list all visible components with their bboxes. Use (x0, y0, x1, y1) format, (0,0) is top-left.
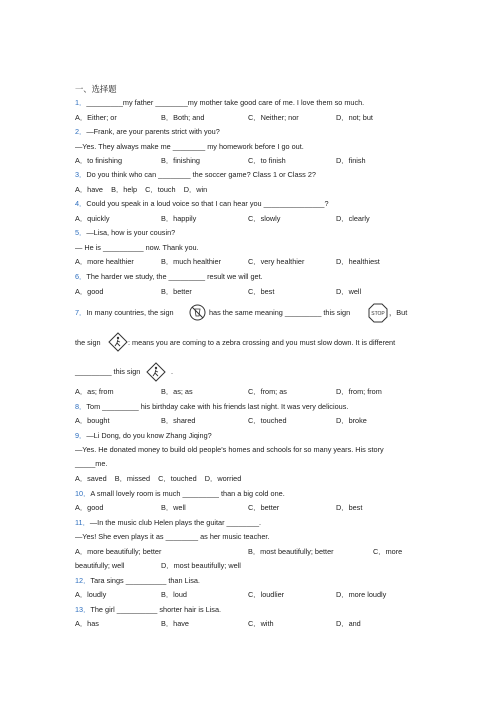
question-number: 5． (75, 228, 87, 237)
option-d: D．well (336, 287, 362, 296)
question-text: —Li Dong, do you know Zhang Jiqing? (86, 431, 212, 440)
question-10 (75, 489, 285, 499)
option-c: C．loudlier (248, 590, 285, 599)
question-text: The girl __________ shorter hair is Lisa. (90, 605, 222, 614)
question-number: 8． (75, 402, 87, 411)
question-number: 2． (75, 127, 87, 136)
option-d: D．and (336, 619, 361, 628)
option-c: C．more (373, 547, 403, 556)
option-b: B．as; as (161, 387, 193, 396)
option-d: D．broke (336, 416, 367, 425)
question-text: Do you think who can ________ the soccer game? Class 1 or Class 2? (86, 170, 316, 179)
option-c: C．better (248, 503, 280, 512)
question-text-part2: has the same meaning _________ this sign (209, 308, 351, 317)
question-13 (75, 605, 221, 615)
question-text-line2: —Yes! She even plays it as ________ as her music teacher. (75, 532, 270, 541)
question-text: _________my father ________my mother take good care of me. I love them so much. (86, 98, 365, 107)
question-text: —In the music club Helen plays the guitar ________. (89, 518, 262, 527)
question-text-line3: _____me. (75, 459, 108, 468)
question-text: In many countries, the sign (86, 308, 174, 317)
question-text: Tara sings __________ than Lisa. (90, 576, 200, 585)
question-text: The harder we study, the _________ result we will get. (86, 272, 263, 281)
option-d: D．more loudly (336, 590, 387, 599)
question-text: Tom _________ his birthday cake with his friends last night. It was very delicious. (86, 402, 349, 411)
option-c: C．slowly (248, 214, 281, 223)
question-number: 4． (75, 199, 87, 208)
question-number: 10． (75, 489, 91, 498)
question-number: 13． (75, 605, 91, 614)
question-text-line2: —Yes. He donated money to build old people’s homes and schools for so many years. His story (75, 445, 384, 454)
question-number: 9． (75, 431, 87, 440)
options-inline: A．have B．help C．touch D．win (75, 185, 208, 194)
option-b: B．finishing (161, 156, 200, 165)
stop-sign-text: STOP (371, 311, 385, 317)
section-heading: 一、选择题 (75, 84, 117, 94)
question-2 (75, 127, 220, 137)
question-7 (75, 308, 174, 318)
question-text: A small lovely room is much _________ than a big cold one. (90, 489, 285, 498)
question-number: 6． (75, 272, 87, 281)
question-3 (75, 170, 316, 180)
question-text-part3: ，But (389, 308, 408, 317)
option-c: C．best (248, 287, 275, 296)
option-a: A．more healthier (75, 257, 134, 266)
question-text-part6: _________ this sign (75, 367, 141, 376)
option-a: A．good (75, 287, 104, 296)
option-b: B．well (161, 503, 186, 512)
question-number: 1． (75, 98, 87, 107)
option-a: A．good (75, 503, 104, 512)
question-text-line2: —Yes. They always make me ________ my homework before I go out. (75, 142, 304, 151)
option-c: C．very healthier (248, 257, 305, 266)
question-text-line2: — He is __________ now. Thank you. (75, 243, 199, 252)
question-9 (75, 431, 212, 441)
option-a: A．more beautifully; better (75, 547, 162, 556)
option-d: D．best (336, 503, 363, 512)
option-c-continued: beautifully; well (75, 561, 125, 570)
option-a: A．has (75, 619, 99, 628)
option-b: B．much healthier (161, 257, 222, 266)
option-c: C．from; as (248, 387, 287, 396)
option-d: D．most beautifully; well (161, 561, 241, 570)
option-d: D．not; but (336, 113, 373, 122)
option-a: A．loudly (75, 590, 107, 599)
question-text-part7: . (171, 367, 174, 376)
option-b: B．better (161, 287, 192, 296)
question-text-part4: the sign (75, 338, 101, 347)
question-4 (75, 199, 329, 209)
question-8 (75, 402, 348, 412)
question-1 (75, 98, 364, 108)
option-b: B．most beautifully; better (248, 547, 334, 556)
no-honking-sign-icon (189, 304, 206, 321)
option-d: D．finish (336, 156, 366, 165)
stop-sign-icon (368, 303, 388, 323)
question-text: —Frank, are your parents strict with you? (86, 127, 220, 136)
question-number: 11． (75, 518, 90, 527)
option-a: A．to finishing (75, 156, 123, 165)
option-b: B．Both; and (161, 113, 205, 122)
question-11 (75, 518, 261, 528)
option-a: A．Either; or (75, 113, 117, 122)
option-d: D．healthiest (336, 257, 380, 266)
option-b: B．shared (161, 416, 196, 425)
option-a: A．as; from (75, 387, 114, 396)
option-c: C．to finish (248, 156, 286, 165)
option-c: C．with (248, 619, 274, 628)
option-a: A．quickly (75, 214, 110, 223)
question-text: —Lisa, how is your cousin? (86, 228, 176, 237)
option-b: B．loud (161, 590, 187, 599)
pedestrian-crossing-sign-icon (146, 362, 166, 382)
pedestrian-crossing-sign-icon (108, 332, 128, 352)
option-c: C．Neither; nor (248, 113, 299, 122)
option-d: D．clearly (336, 214, 370, 223)
question-number: 3． (75, 170, 87, 179)
question-text: Could you speak in a loud voice so that I can hear you _______________? (86, 199, 329, 208)
question-number: 7． (75, 308, 87, 317)
option-a: A．bought (75, 416, 110, 425)
question-5 (75, 228, 175, 238)
option-d: D．from; from (336, 387, 382, 396)
question-6 (75, 272, 263, 282)
option-c: C．touched (248, 416, 287, 425)
option-b: B．have (161, 619, 189, 628)
question-number: 12． (75, 576, 91, 585)
option-b: B．happily (161, 214, 197, 223)
options-inline: A．saved B．missed C．touched D．worried (75, 474, 242, 483)
question-12 (75, 576, 200, 586)
question-text-part5: : means you are coming to a zebra crossing and you must slow down. It is different (128, 338, 396, 347)
